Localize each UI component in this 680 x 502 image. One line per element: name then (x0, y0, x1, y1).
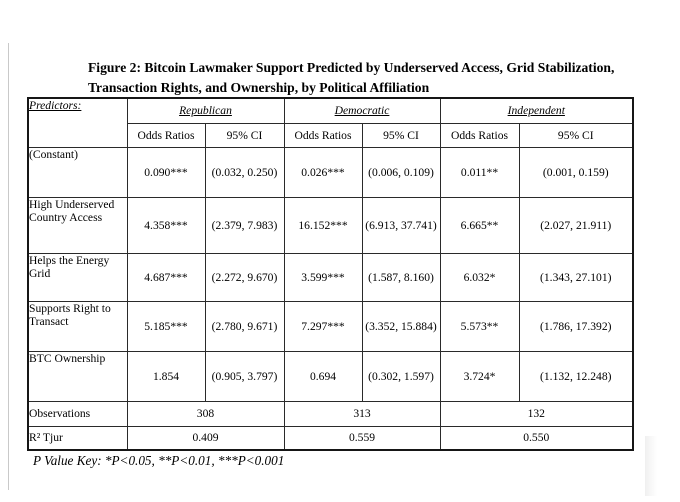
ci-cell: (2.780, 9.671) (205, 301, 284, 351)
ci-cell: (1.343, 27.101) (519, 253, 633, 301)
table-row-r2-tjur (28, 426, 633, 450)
odds-ratio-cell: 4.358*** (127, 197, 205, 253)
ci-cell: (0.905, 3.797) (205, 351, 284, 401)
odds-ratio-cell: 5.573** (440, 301, 519, 351)
odds-ratio-cell: 16.152*** (284, 197, 362, 253)
group-header-independent: Independent (440, 98, 633, 123)
subheader-ci-independent: 95% CI (519, 123, 633, 147)
observations-democratic: 313 (284, 401, 440, 426)
r2-tjur-democratic: 0.559 (284, 426, 440, 450)
figure-title (88, 58, 614, 98)
ci-cell: (0.006, 0.109) (362, 147, 440, 197)
table-row-constant (28, 147, 633, 197)
odds-ratio-cell: 5.185*** (127, 301, 205, 351)
ci-cell: (2.027, 21.911) (519, 197, 633, 253)
ci-cell: (2.272, 9.670) (205, 253, 284, 301)
page-shadow (645, 436, 657, 496)
ci-cell: (1.132, 12.248) (519, 351, 633, 401)
ci-cell: (0.032, 0.250) (205, 147, 284, 197)
subheader-ci-democratic: 95% CI (362, 123, 440, 147)
subheader-odds-democratic: Odds Ratios (284, 123, 362, 147)
odds-ratio-cell: 0.026*** (284, 147, 362, 197)
ci-cell: (1.587, 8.160) (362, 253, 440, 301)
subheader-odds-independent: Odds Ratios (440, 123, 519, 147)
odds-ratio-cell: 0.694 (284, 351, 362, 401)
table-row-right-to-transact (28, 301, 633, 351)
odds-ratio-cell: 3.599*** (284, 253, 362, 301)
r2-tjur-independent: 0.550 (440, 426, 633, 450)
ci-cell: (6.913, 37.741) (362, 197, 440, 253)
group-header-row (28, 98, 633, 123)
figure-title-line2: Transaction Rights, and Ownership, by Political Affiliation (88, 80, 430, 95)
table-row-observations (28, 401, 633, 426)
observations-independent: 132 (440, 401, 633, 426)
observations-republican: 308 (127, 401, 284, 426)
r2-tjur-republican: 0.409 (127, 426, 284, 450)
predictor-label: Supports Right to Transact (28, 301, 127, 351)
predictor-label: (Constant) (28, 147, 127, 197)
subheader-odds-republican: Odds Ratios (127, 123, 205, 147)
predictor-label: BTC Ownership (28, 351, 127, 401)
group-header-republican: Republican (127, 98, 284, 123)
ci-cell: (1.786, 17.392) (519, 301, 633, 351)
ci-cell: (3.352, 15.884) (362, 301, 440, 351)
odds-ratio-cell: 0.011** (440, 147, 519, 197)
ci-cell: (0.302, 1.597) (362, 351, 440, 401)
summary-label: Observations (28, 401, 127, 426)
page-edge-line (8, 43, 9, 490)
predictors-header: Predictors: (28, 98, 127, 147)
summary-label: R² Tjur (28, 426, 127, 450)
subheader-ci-republican: 95% CI (205, 123, 284, 147)
group-header-democratic: Democratic (284, 98, 440, 123)
p-value-key: P Value Key: *P<0.05, **P<0.01, ***P<0.001 (33, 453, 285, 468)
odds-ratio-cell: 7.297*** (284, 301, 362, 351)
table-row-underserved-access (28, 197, 633, 253)
odds-ratio-cell: 1.854 (127, 351, 205, 401)
figure-title-line1: Figure 2: Bitcoin Lawmaker Support Predicted by Underserved Access, Grid Stabilization, (88, 60, 615, 75)
odds-ratio-cell: 6.032* (440, 253, 519, 301)
table-row-energy-grid (28, 253, 633, 301)
ci-cell: (0.001, 0.159) (519, 147, 633, 197)
ci-cell: (2.379, 7.983) (205, 197, 284, 253)
results-table (27, 97, 634, 451)
odds-ratio-cell: 3.724* (440, 351, 519, 401)
table-row-btc-ownership (28, 351, 633, 401)
odds-ratio-cell: 6.665** (440, 197, 519, 253)
odds-ratio-cell: 0.090*** (127, 147, 205, 197)
odds-ratio-cell: 4.687*** (127, 253, 205, 301)
predictor-label: Helps the Energy Grid (28, 253, 127, 301)
predictor-label: High Underserved Country Access (28, 197, 127, 253)
